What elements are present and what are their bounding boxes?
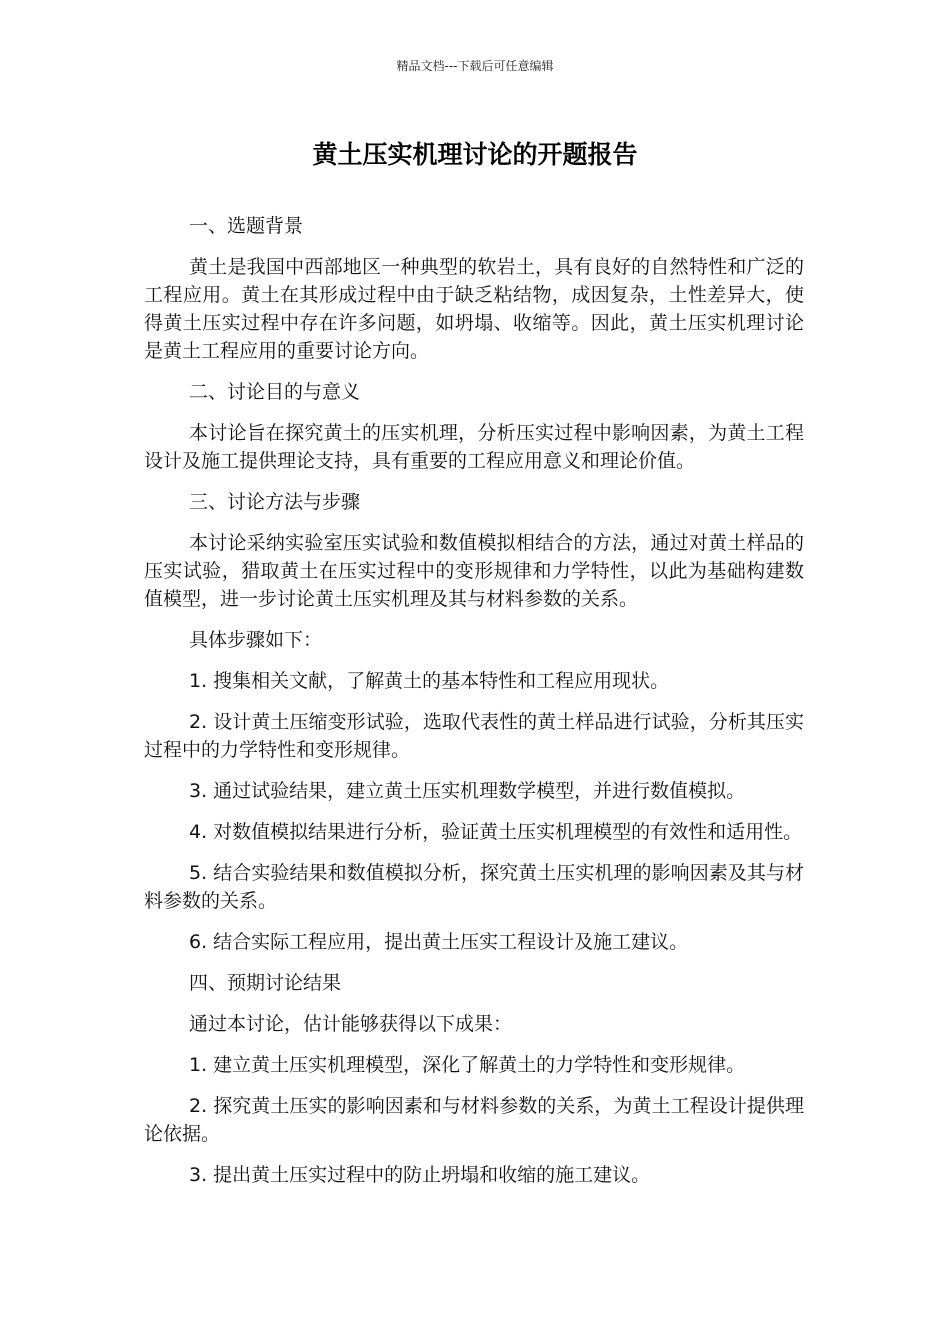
steps-intro: 具体步骤如下：	[189, 629, 323, 651]
result-item-3: 3. 提出黄土压实过程中的防止坍塌和收缩的施工建议。	[189, 1164, 651, 1186]
section-heading-results: 四、预期讨论结果	[189, 972, 342, 994]
step-item-3: 3. 通过试验结果，建立黄土压实机理数学模型，并进行数值模拟。	[189, 780, 746, 802]
step-item-4: 4. 对数值模拟结果进行分析，验证黄土压实机理模型的有效性和适用性。	[189, 821, 803, 843]
section-heading-purpose: 二、讨论目的与意义	[189, 381, 361, 403]
step-item-6: 6. 结合实际工程应用，提出黄土压实工程设计及施工建议。	[189, 931, 689, 953]
result-item-2: 2. 探究黄土压实的影响因素和与材料参数的关系，为黄土工程设计提供理论依据。	[144, 1095, 804, 1145]
step-item-2: 2. 设计黄土压缩变形试验，选取代表性的黄土样品进行试验，分析其压实过程中的力学特性和变形规律。	[144, 711, 804, 761]
step-item-5: 5. 结合实验结果和数值模拟分析，探究黄土压实机理的影响因素及其与材料参数的关系。	[144, 862, 804, 912]
page-title: 黄土压实机理讨论的开题报告	[312, 140, 638, 169]
paragraph-method: 本讨论采纳实验室压实试验和数值模拟相结合的方法，通过对黄土样品的压实试验，猎取黄土在压实过程中的变形规律和力学特性，以此为基础构建数值模型，进一步讨论黄土压实机理及其与材料参数的关系。	[144, 532, 804, 610]
results-intro: 通过本讨论，估计能够获得以下成果：	[189, 1013, 513, 1035]
result-item-1: 1. 建立黄土压实机理模型，深化了解黄土的力学特性和变形规律。	[189, 1054, 746, 1076]
document-body	[144, 212, 804, 1202]
section-heading-background: 一、选题背景	[189, 215, 304, 237]
header-note: 精品文档---下载后可任意编辑	[396, 59, 554, 73]
step-item-1: 1. 搜集相关文献，了解黄土的基本特性和工程应用现状。	[189, 670, 670, 692]
paragraph-background: 黄土是我国中西部地区一种典型的软岩土，具有良好的自然特性和广泛的工程应用。黄土在其形成过程中由于缺乏粘结物，成因复杂，土性差异大，使得黄土压实过程中存在许多问题，如坍塌、收缩等。因此，黄土压实机理讨论是黄土工程应用的重要讨论方向。	[144, 256, 804, 362]
paragraph-purpose: 本讨论旨在探究黄土的压实机理，分析压实过程中影响因素，为黄土工程设计及施工提供理论支持，具有重要的工程应用意义和理论价值。	[144, 422, 804, 472]
section-heading-method: 三、讨论方法与步骤	[189, 491, 361, 513]
